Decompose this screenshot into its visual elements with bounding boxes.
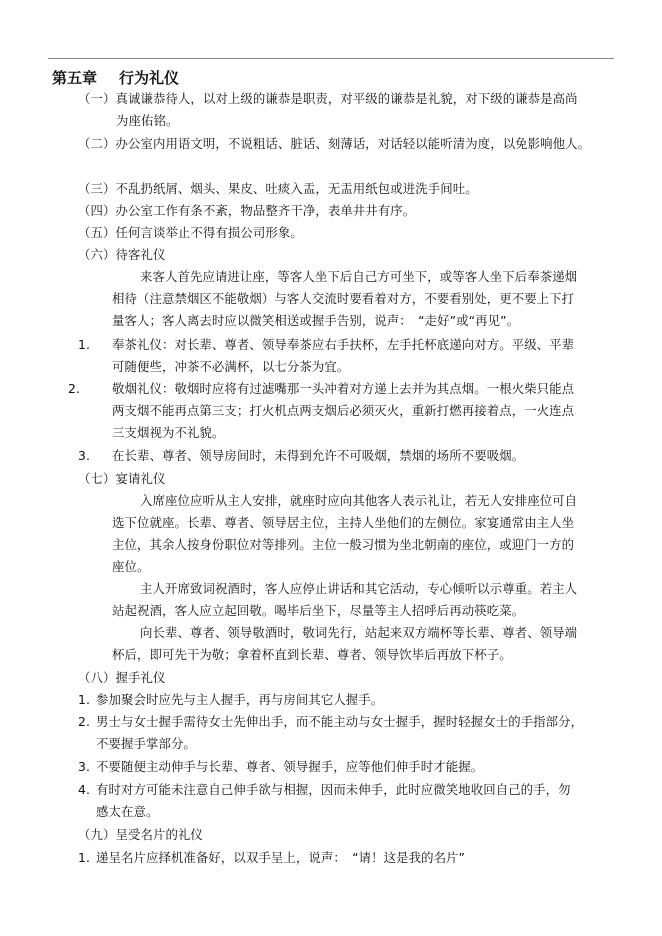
paragraph-line: 座位。: [112, 559, 150, 574]
section-label: （七）: [78, 471, 116, 486]
paragraph-line: 站起祝酒，客人应立起回敬。喝毕后坐下，尽量等主人招呼后再动筷吃菜。: [112, 603, 525, 618]
list-item-number: 1.: [78, 850, 91, 865]
section-3: [78, 180, 478, 197]
paragraph-line: 主位，其余人按身份职位对等排列。主位一般习惯为坐北朝南的座位，或迎门一方的: [112, 537, 575, 552]
chapter-number: 第五章: [52, 69, 98, 87]
section-title: 待客礼仪: [115, 247, 166, 262]
list-item-line: 在长辈、尊者、领导房间时，未得到允许不可吸烟，禁烟的场所不要吸烟。: [112, 448, 525, 463]
section-label: （五）: [78, 225, 116, 240]
list-item-line: 三支烟视为不礼貌。: [112, 425, 225, 440]
section-text: 不乱扔纸屑、烟头、果皮、吐痰入盂，无盂用纸包或进洗手间吐。: [115, 181, 478, 196]
list-item-number: 3.: [78, 759, 91, 774]
paragraph-line: 杯后，即可先干为敬；拿着杯直到长辈、尊者、领导饮毕后再放下杯子。: [112, 647, 512, 662]
list-item-number: 1.: [78, 692, 91, 707]
list-item-line: 参加聚会时应先与主人握手，再与房间其它人握手。: [96, 692, 384, 707]
list-item-line: 不要握手掌部分。: [96, 736, 196, 751]
chapter-title: 行为礼仪: [119, 69, 180, 87]
paragraph-line: 向长辈、尊者、领导敬酒时，敬词先行，站起来双方端杯等长辈、尊者、领导端: [140, 625, 578, 640]
section-5: [78, 224, 303, 241]
list-item-line: 感太在意。: [96, 804, 159, 819]
section-title: 握手礼仪: [115, 670, 166, 685]
list-item-line: 不要随便主动伸手与长辈、尊者、领导握手，应等他们伸手时才能握。: [96, 759, 484, 774]
chapter-heading: [52, 67, 179, 88]
section-label: （八）: [78, 670, 116, 685]
list-item-line: 男士与女士握手需待女士先伸出手，而不能主动与女士握手，握时轻握女士的手指部分，: [96, 714, 584, 729]
section-label: （三）: [78, 181, 116, 196]
paragraph-line: 相待（注意禁烟区不能敬烟）与客人交流时要看着对方，不要看别处，更不要上下打: [112, 291, 575, 306]
section-text: 真诚谦恭待人，以对上级的谦恭是职责，对平级的谦恭是礼貌，对下级的谦恭是高尚: [115, 91, 578, 106]
paragraph-line: 入席座位应听从主人安排，就座时应向其他客人表示礼让，若无人安排座位可自: [140, 493, 578, 508]
header-rule: [48, 58, 614, 59]
list-item-number: 3.: [78, 448, 91, 463]
section-title: 宴请礼仪: [115, 471, 166, 486]
list-item-line: 奉茶礼仪：对长辈、尊者、领导奉茶应右手扶杯，左手托杯底递向对方。平级、平辈: [112, 337, 575, 352]
list-item-number: 1.: [78, 337, 91, 352]
section-label: （一）: [78, 91, 116, 106]
section-1-continued: 为座佑铭。: [116, 113, 179, 128]
section-4: [78, 202, 415, 219]
section-label: （二）: [78, 136, 116, 151]
list-item-line: 两支烟不能再点第三支；打火机点两支烟后必须灭火，重新打燃再接着点，一火连点: [112, 403, 575, 418]
section-text: 办公室内用语文明，不说粗话、脏话、刻薄话，对话轻以能听清为度，以免影响他人。: [115, 136, 591, 151]
section-title: 呈受名片的礼仪: [115, 827, 203, 842]
list-item-line: 可随便些，冲茶不必满杯，以七分茶为宜。: [112, 359, 350, 374]
paragraph-line: 来客人首先应请进让座，等客人坐下后自己方可坐下，或等客人坐下后奉茶递烟: [140, 269, 578, 284]
section-label: （四）: [78, 203, 116, 218]
section-7-heading: [78, 470, 165, 487]
list-item-line: 敬烟礼仪：敬烟时应将有过滤嘴那一头冲着对方递上去并为其点烟。一根火柴只能点: [112, 381, 575, 396]
section-2: [78, 135, 590, 152]
list-item-number: 4.: [78, 782, 91, 797]
list-item-number: 2.: [68, 381, 81, 396]
paragraph-line: 量客人；客人离去时应以微笑相送或握手告别，说声： “走好”或“再见”。: [112, 313, 520, 328]
list-item-line: 递呈名片应择机准备好，以双手呈上，说声： “请！这是我的名片”: [96, 850, 466, 865]
list-item-line: 有时对方可能未注意自己伸手欲与相握，因而未伸手，此时应微笑地收回自己的手，勿: [96, 782, 571, 797]
list-item-number: 2.: [78, 714, 91, 729]
paragraph-line: 主人开席致词祝酒时，客人应停止讲话和其它活动，专心倾听以示尊重。若主人: [140, 581, 578, 596]
section-8-heading: [78, 669, 165, 686]
section-text: 办公室工作有条不紊，物品整齐干净，表单井井有序。: [115, 203, 416, 218]
section-9-heading: [78, 826, 203, 843]
section-text: 任何言谈举止不得有损公司形象。: [115, 225, 303, 240]
section-1: [78, 90, 578, 107]
section-label: （六）: [78, 247, 116, 262]
section-label: （九）: [78, 827, 116, 842]
paragraph-line: 选下位就座。长辈、尊者、领导居主位，主持人坐他们的左侧位。家宴通常由主人坐: [112, 515, 575, 530]
section-6-heading: [78, 246, 165, 263]
